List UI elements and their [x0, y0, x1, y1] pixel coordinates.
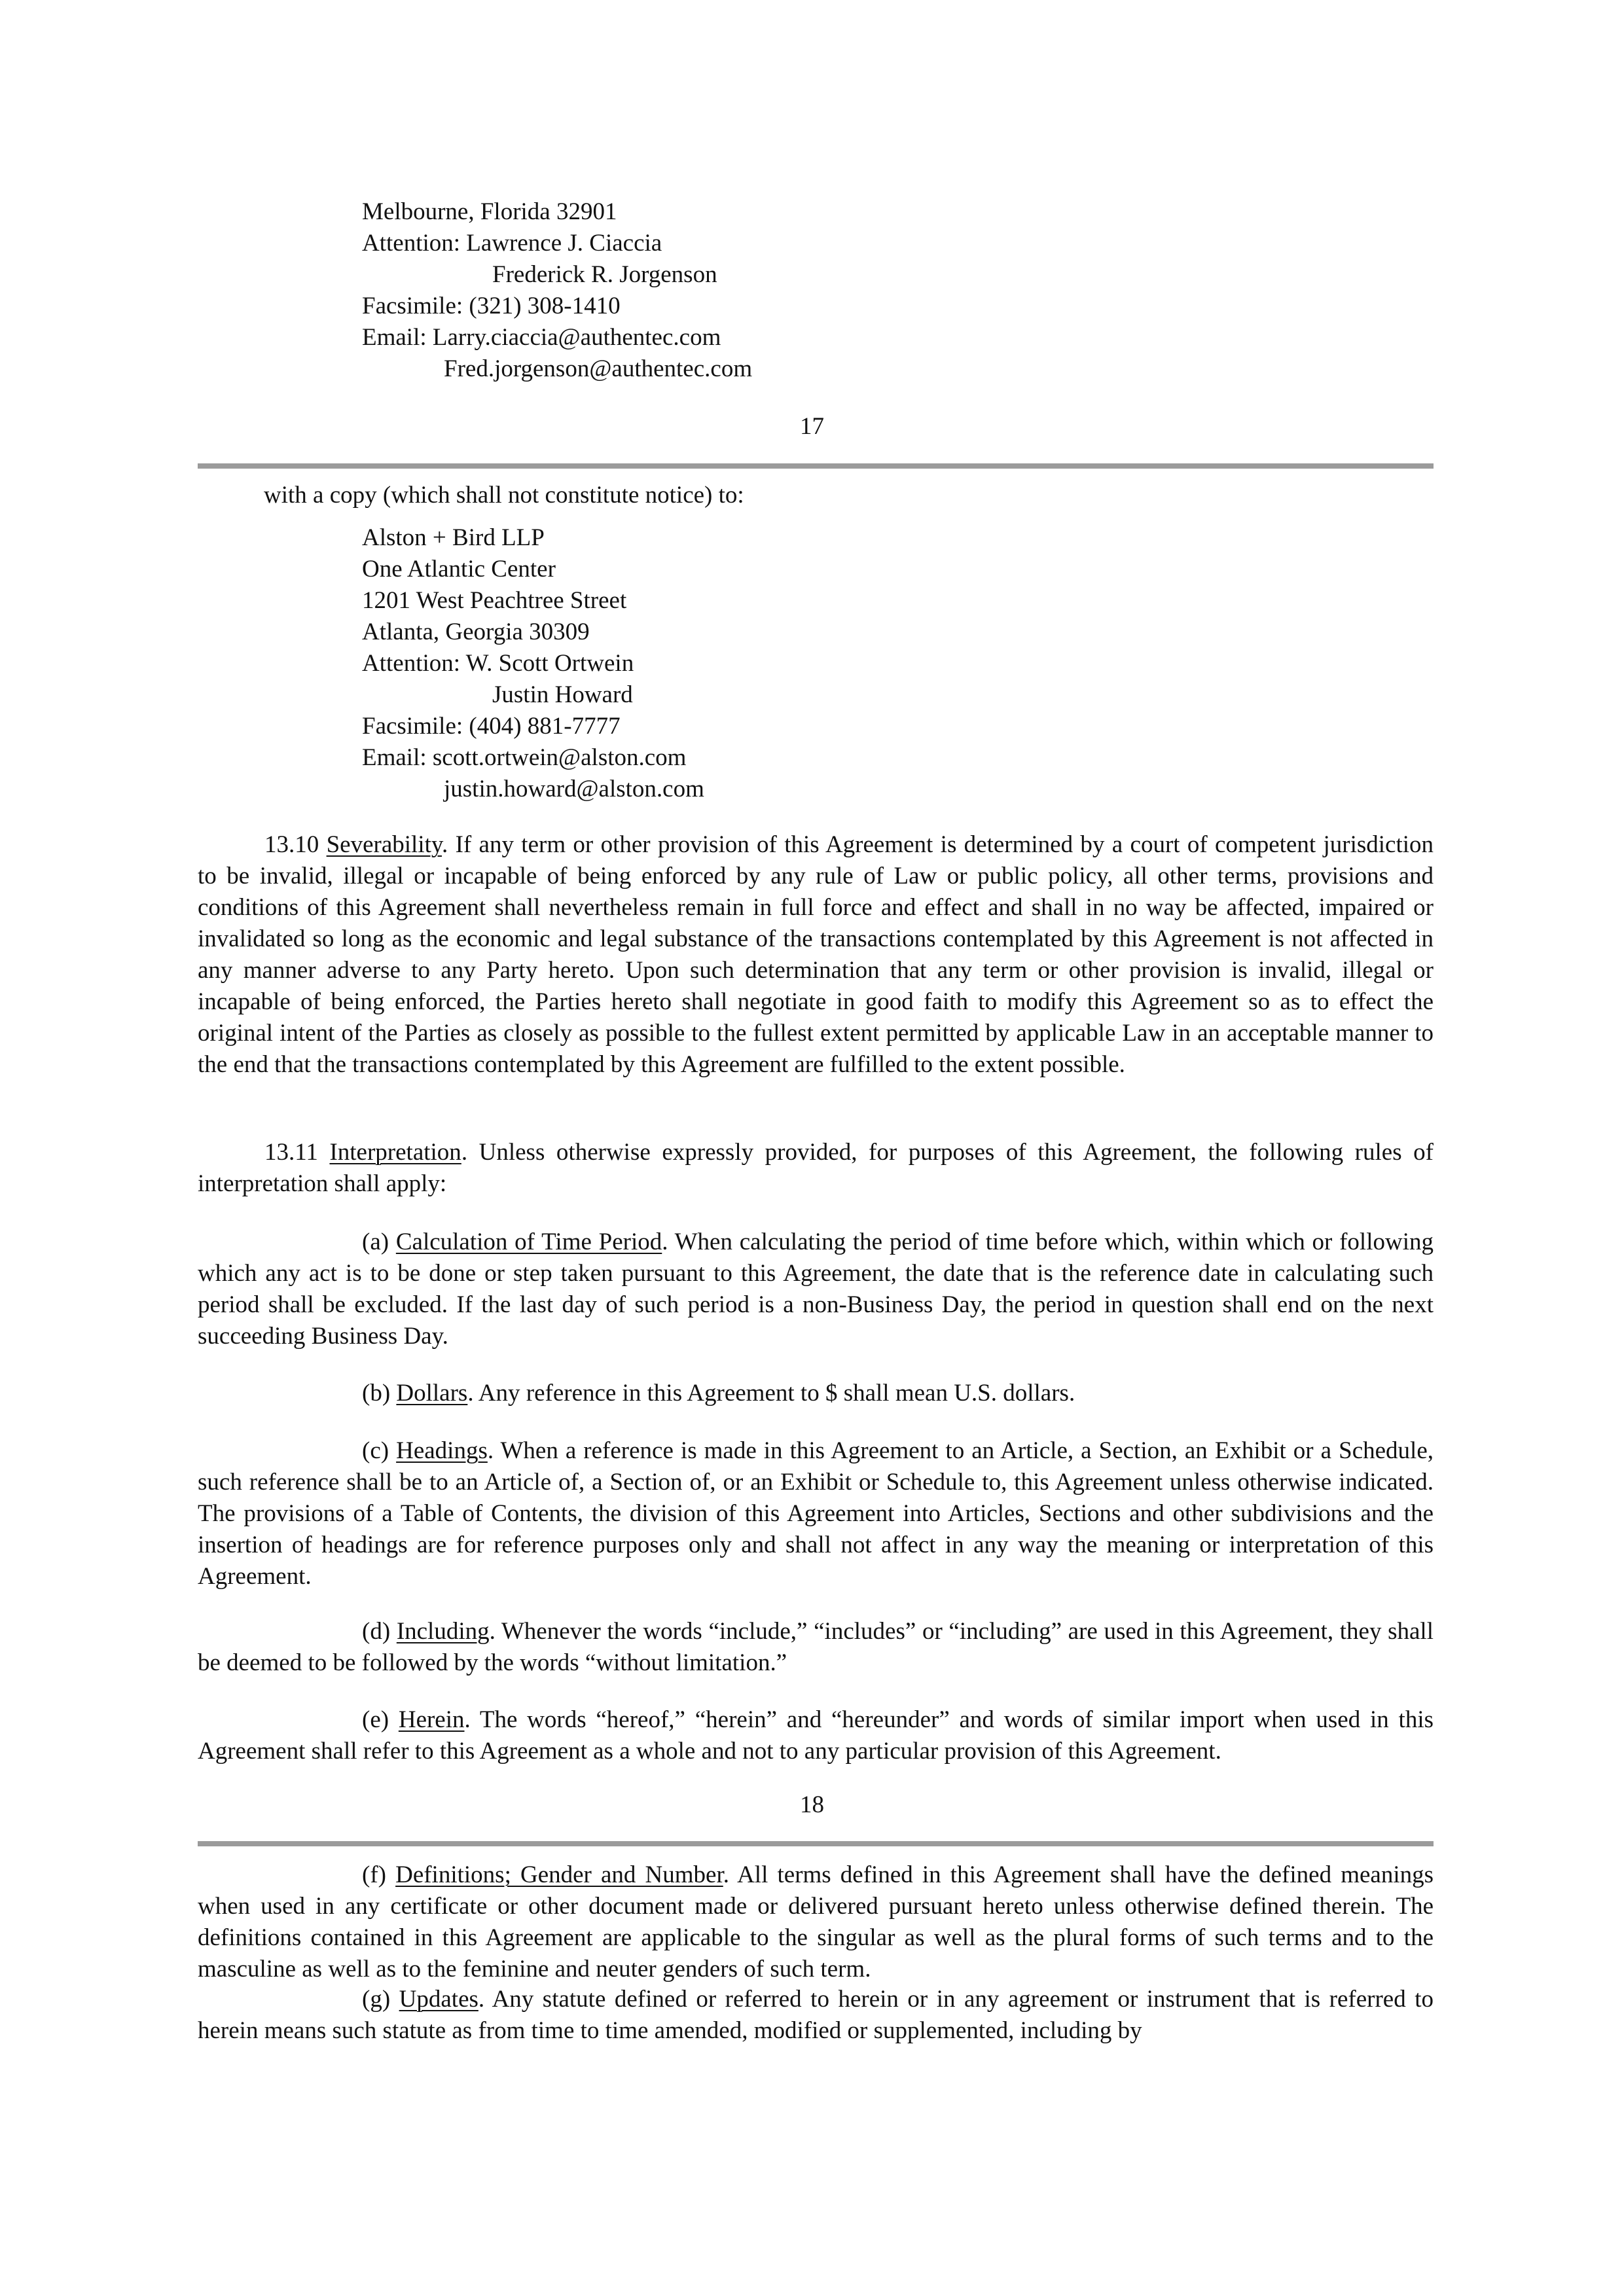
page-number: 17: [800, 413, 824, 440]
clause-label: (c): [362, 1437, 397, 1464]
section-body: . If any term or other provision of this Agreement is determined by a court of competent jurisdiction to be invalid, illegal or incapable of being enforced by any rule of Law or public policy, all other terms, provisions and conditions of this Agreement shall nevertheless remain in full force and effect and shall in no way be affected, impaired or invalidated so long as the economic and legal substance of the transactions contemplated by this Agreement is not affected in any manner adverse to any Party hereto. Upon such determination that any term or other provision is invalid, illegal or incapable of being enforced, the Parties hereto shall negotiate in good faith to modify this Agreement so as to effect the original intent of the Parties as closely as possible to the fullest extent permitted by applicable Law in an acceptable manner to the end that the transactions contemplated by this Agreement are fulfilled to the extent possible.: [198, 831, 1434, 1078]
clause-heading: Updates: [399, 1986, 478, 2013]
address-attention: Attention: Lawrence J. Ciaccia: [362, 230, 662, 257]
clause-g-paragraph: [198, 1984, 1434, 2047]
clause-f-paragraph: [198, 1859, 1434, 1985]
clause-a-paragraph: [198, 1227, 1434, 1352]
page-divider: [198, 463, 1434, 469]
clause-d-paragraph: [198, 1616, 1434, 1679]
section-13-11: [198, 1137, 1434, 1200]
section-heading: Interpretation: [329, 1139, 461, 1166]
clause-f: [198, 1859, 1434, 1985]
section-body: . Unless otherwise expressly provided, for purposes of this Agreement, the following rules of interpretation shall apply:: [198, 1139, 1434, 1197]
address-city: Melbourne, Florida 32901: [362, 198, 617, 225]
clause-b-paragraph: [198, 1378, 1434, 1409]
clause-e-paragraph: [198, 1704, 1434, 1767]
counsel-attention-second: Justin Howard: [492, 681, 633, 708]
counsel-firm: Alston + Bird LLP: [362, 524, 545, 551]
address-email-second: Fred.jorgenson@authentec.com: [444, 355, 753, 382]
section-heading: Severability: [326, 831, 442, 858]
interpretation-paragraph: [198, 1137, 1434, 1200]
page-number: 18: [800, 1791, 824, 1818]
clause-label: (g): [362, 1986, 399, 2013]
address-facsimile: Facsimile: (321) 308-1410: [362, 293, 621, 319]
clause-e: [198, 1704, 1434, 1767]
clause-heading: Including: [396, 1618, 490, 1645]
clause-g: [198, 1984, 1434, 2047]
section-13-10: [198, 829, 1434, 1081]
severability-paragraph: [198, 829, 1434, 1081]
address-attention-second: Frederick R. Jorgenson: [492, 261, 717, 288]
counsel-attention: Attention: W. Scott Ortwein: [362, 650, 634, 677]
counsel-street: 1201 West Peachtree Street: [362, 587, 627, 614]
page-divider: [198, 1841, 1434, 1846]
clause-body: . Any reference in this Agreement to $ shall mean U.S. dollars.: [467, 1380, 1075, 1407]
copy-notice: with a copy (which shall not constitute notice) to:: [264, 482, 744, 509]
clause-body: . The words “hereof,” “herein” and “hereunder” and words of similar import when used in this Agreement shall refer to this Agreement as a whole and not to any particular provision of this Agreement.: [198, 1706, 1434, 1765]
counsel-city: Atlanta, Georgia 30309: [362, 619, 590, 645]
clause-d: [198, 1616, 1434, 1679]
counsel-email-second: justin.howard@alston.com: [444, 776, 704, 802]
section-number: 13.10: [264, 831, 327, 858]
address-email: Email: Larry.ciaccia@authentec.com: [362, 324, 721, 351]
clause-label: (f): [362, 1861, 396, 1888]
recipient-address: [362, 196, 752, 385]
clause-heading: Definitions; Gender and Number: [395, 1861, 723, 1888]
clause-heading: Headings: [396, 1437, 488, 1464]
clause-c-paragraph: [198, 1435, 1434, 1592]
clause-label: (d): [362, 1618, 397, 1645]
clause-c: [198, 1435, 1434, 1592]
clause-label: (e): [362, 1706, 399, 1733]
clause-body: . When a reference is made in this Agreement to an Article, a Section, an Exhibit or a Schedule, such reference shall be to an Article of, a Section of, or an Exhibit or Schedule to, this Agreement unless otherwise indicated. The provisions of a Table of Contents, the division of this Agreement into Articles, Sections and other subdivisions and the insertion of headings are for reference purposes only and shall not affect in any way the meaning or interpretation of this Agreement.: [198, 1437, 1434, 1590]
counsel-facsimile: Facsimile: (404) 881-7777: [362, 713, 621, 740]
clause-heading: Herein: [398, 1706, 465, 1733]
clause-b: [198, 1378, 1434, 1409]
clause-a: [198, 1227, 1434, 1352]
clause-heading: Calculation of Time Period: [395, 1229, 662, 1255]
counsel-building: One Atlantic Center: [362, 556, 556, 583]
section-number: 13.11: [264, 1139, 330, 1166]
clause-body: . All terms defined in this Agreement shall have the defined meanings when used in any certificate or other document made or delivered pursuant hereto unless otherwise defined therein. The definitions contained in this Agreement are applicable to the singular as well as the plural forms of such terms and to the masculine as well as to the feminine and neuter genders of such term.: [198, 1861, 1434, 1982]
clause-body: . Any statute defined or referred to herein or in any agreement or instrument that is referred to herein means such statute as from time to time amended, modified or supplemented, including by: [198, 1986, 1434, 2044]
clause-label: (a): [362, 1229, 396, 1255]
clause-body: . Whenever the words “include,” “includes” or “including” are used in this Agreement, they shall be deemed to be followed by the words “without limitation.”: [198, 1618, 1434, 1676]
clause-label: (b): [362, 1380, 397, 1407]
clause-heading: Dollars: [396, 1380, 468, 1407]
clause-body: . When calculating the period of time before which, within which or following which any act is to be done or step taken pursuant to this Agreement, the date that is the reference date in calculating such period shall be excluded. If the last day of such period is a non-Business Day, the period in question shall end on the next succeeding Business Day.: [198, 1229, 1434, 1350]
counsel-address: [362, 522, 704, 805]
counsel-email: Email: scott.ortwein@alston.com: [362, 744, 687, 771]
